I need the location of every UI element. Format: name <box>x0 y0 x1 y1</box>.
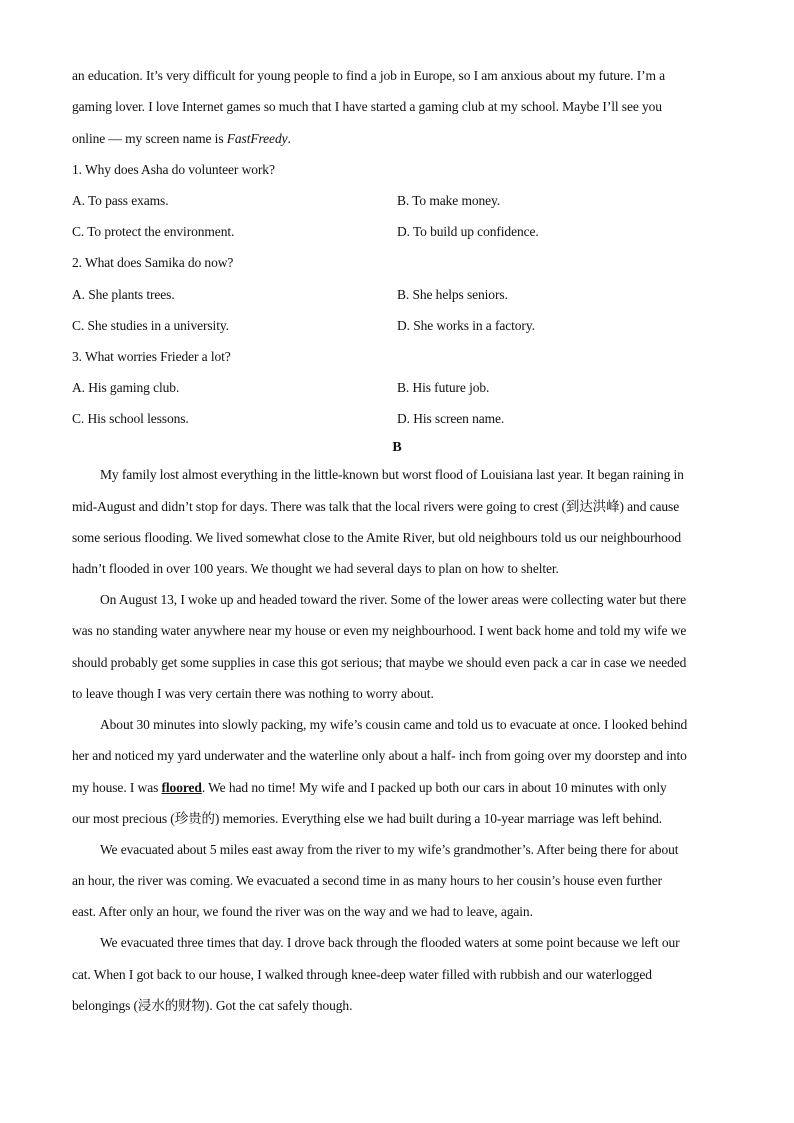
question-stem: 2. What does Samika do now? <box>72 255 234 270</box>
option-b: B. His future job. <box>397 380 490 395</box>
paragraph-line: an hour, the river was coming. We evacuated a second time in as many hours to her cousin’s house even further <box>72 873 663 888</box>
paragraph-line: east. After only an hour, we found the river was on the way and we had to leave, again. <box>72 904 533 919</box>
option-b: B. To make money. <box>397 193 501 208</box>
paragraph-line: should probably get some supplies in case this got serious; that maybe we should even pack a car in case we needed <box>72 655 687 670</box>
paragraph-line: mid-August and didn’t stop for days. There was talk that the local rivers were going to crest (到达洪峰) and cause <box>72 499 680 514</box>
option-c: C. To protect the environment. <box>72 224 235 239</box>
paragraph-text: . We had no time! My wife and I packed up both our cars in about 10 minutes with only <box>201 780 667 795</box>
paragraph-line: to leave though I was very certain there was nothing to worry about. <box>72 686 434 701</box>
paragraph-line <box>72 780 667 796</box>
paragraph-line: We evacuated about 5 miles east away from the river to my wife’s grandmother’s. After being there for about <box>100 842 679 857</box>
passage-a-text: online — my screen name is <box>72 131 227 146</box>
paragraph-line: We evacuated three times that day. I drove back through the flooded waters at some point because we left our <box>100 935 680 950</box>
paragraph-line: her and noticed my yard underwater and the waterline only about a half- inch from going over my doorstep and into <box>72 748 687 763</box>
paragraph-line: some serious flooding. We lived somewhat close to the Amite River, but old neighbours told us our neighbourhood <box>72 530 682 545</box>
option-d: D. She works in a factory. <box>397 318 535 333</box>
paragraph-line: hadn’t flooded in over 100 years. We thought we had several days to plan on how to shelter. <box>72 561 559 576</box>
option-d: D. His screen name. <box>397 411 505 426</box>
paragraph-line: cat. When I got back to our house, I walked through knee-deep water filled with rubbish and our waterlogged <box>72 967 652 982</box>
paragraph-line: our most precious (珍贵的) memories. Everything else we had built during a 10-year marriage was left behind. <box>72 811 663 826</box>
option-c: C. His school lessons. <box>72 411 189 426</box>
option-c: C. She studies in a university. <box>72 318 229 333</box>
paragraph-line: My family lost almost everything in the little-known but worst flood of Louisiana last year. It began raining in <box>100 467 684 482</box>
option-b: B. She helps seniors. <box>397 287 508 302</box>
section-heading: B <box>392 440 402 455</box>
underlined-word: floored <box>161 780 202 795</box>
option-a: A. She plants trees. <box>72 287 175 302</box>
paragraph-line: belongings (浸水的财物). Got the cat safely though. <box>72 998 353 1013</box>
passage-a-text: . <box>287 131 291 146</box>
question-stem: 1. Why does Asha do volunteer work? <box>72 162 275 177</box>
passage-a-line: an education. It’s very difficult for young people to find a job in Europe, so I am anxious about my future. I’m a <box>72 68 666 83</box>
paragraph-line: About 30 minutes into slowly packing, my wife’s cousin came and told us to evacuate at once. I looked behind <box>100 717 688 732</box>
option-a: A. His gaming club. <box>72 380 180 395</box>
passage-a-line <box>72 131 291 147</box>
screen-name: FastFreedy <box>226 131 288 146</box>
passage-a-line: gaming lover. I love Internet games so much that I have started a gaming club at my school. Maybe I’ll see you <box>72 99 662 114</box>
question-stem: 3. What worries Frieder a lot? <box>72 349 231 364</box>
paragraph-line: was no standing water anywhere near my house or even my neighbourhood. I went back home and told my wife we <box>72 623 687 638</box>
paragraph-text: my house. I was <box>72 780 162 795</box>
option-d: D. To build up confidence. <box>397 224 539 239</box>
option-a: A. To pass exams. <box>72 193 169 208</box>
paragraph-line: On August 13, I woke up and headed toward the river. Some of the lower areas were collecting water but there <box>100 592 687 607</box>
